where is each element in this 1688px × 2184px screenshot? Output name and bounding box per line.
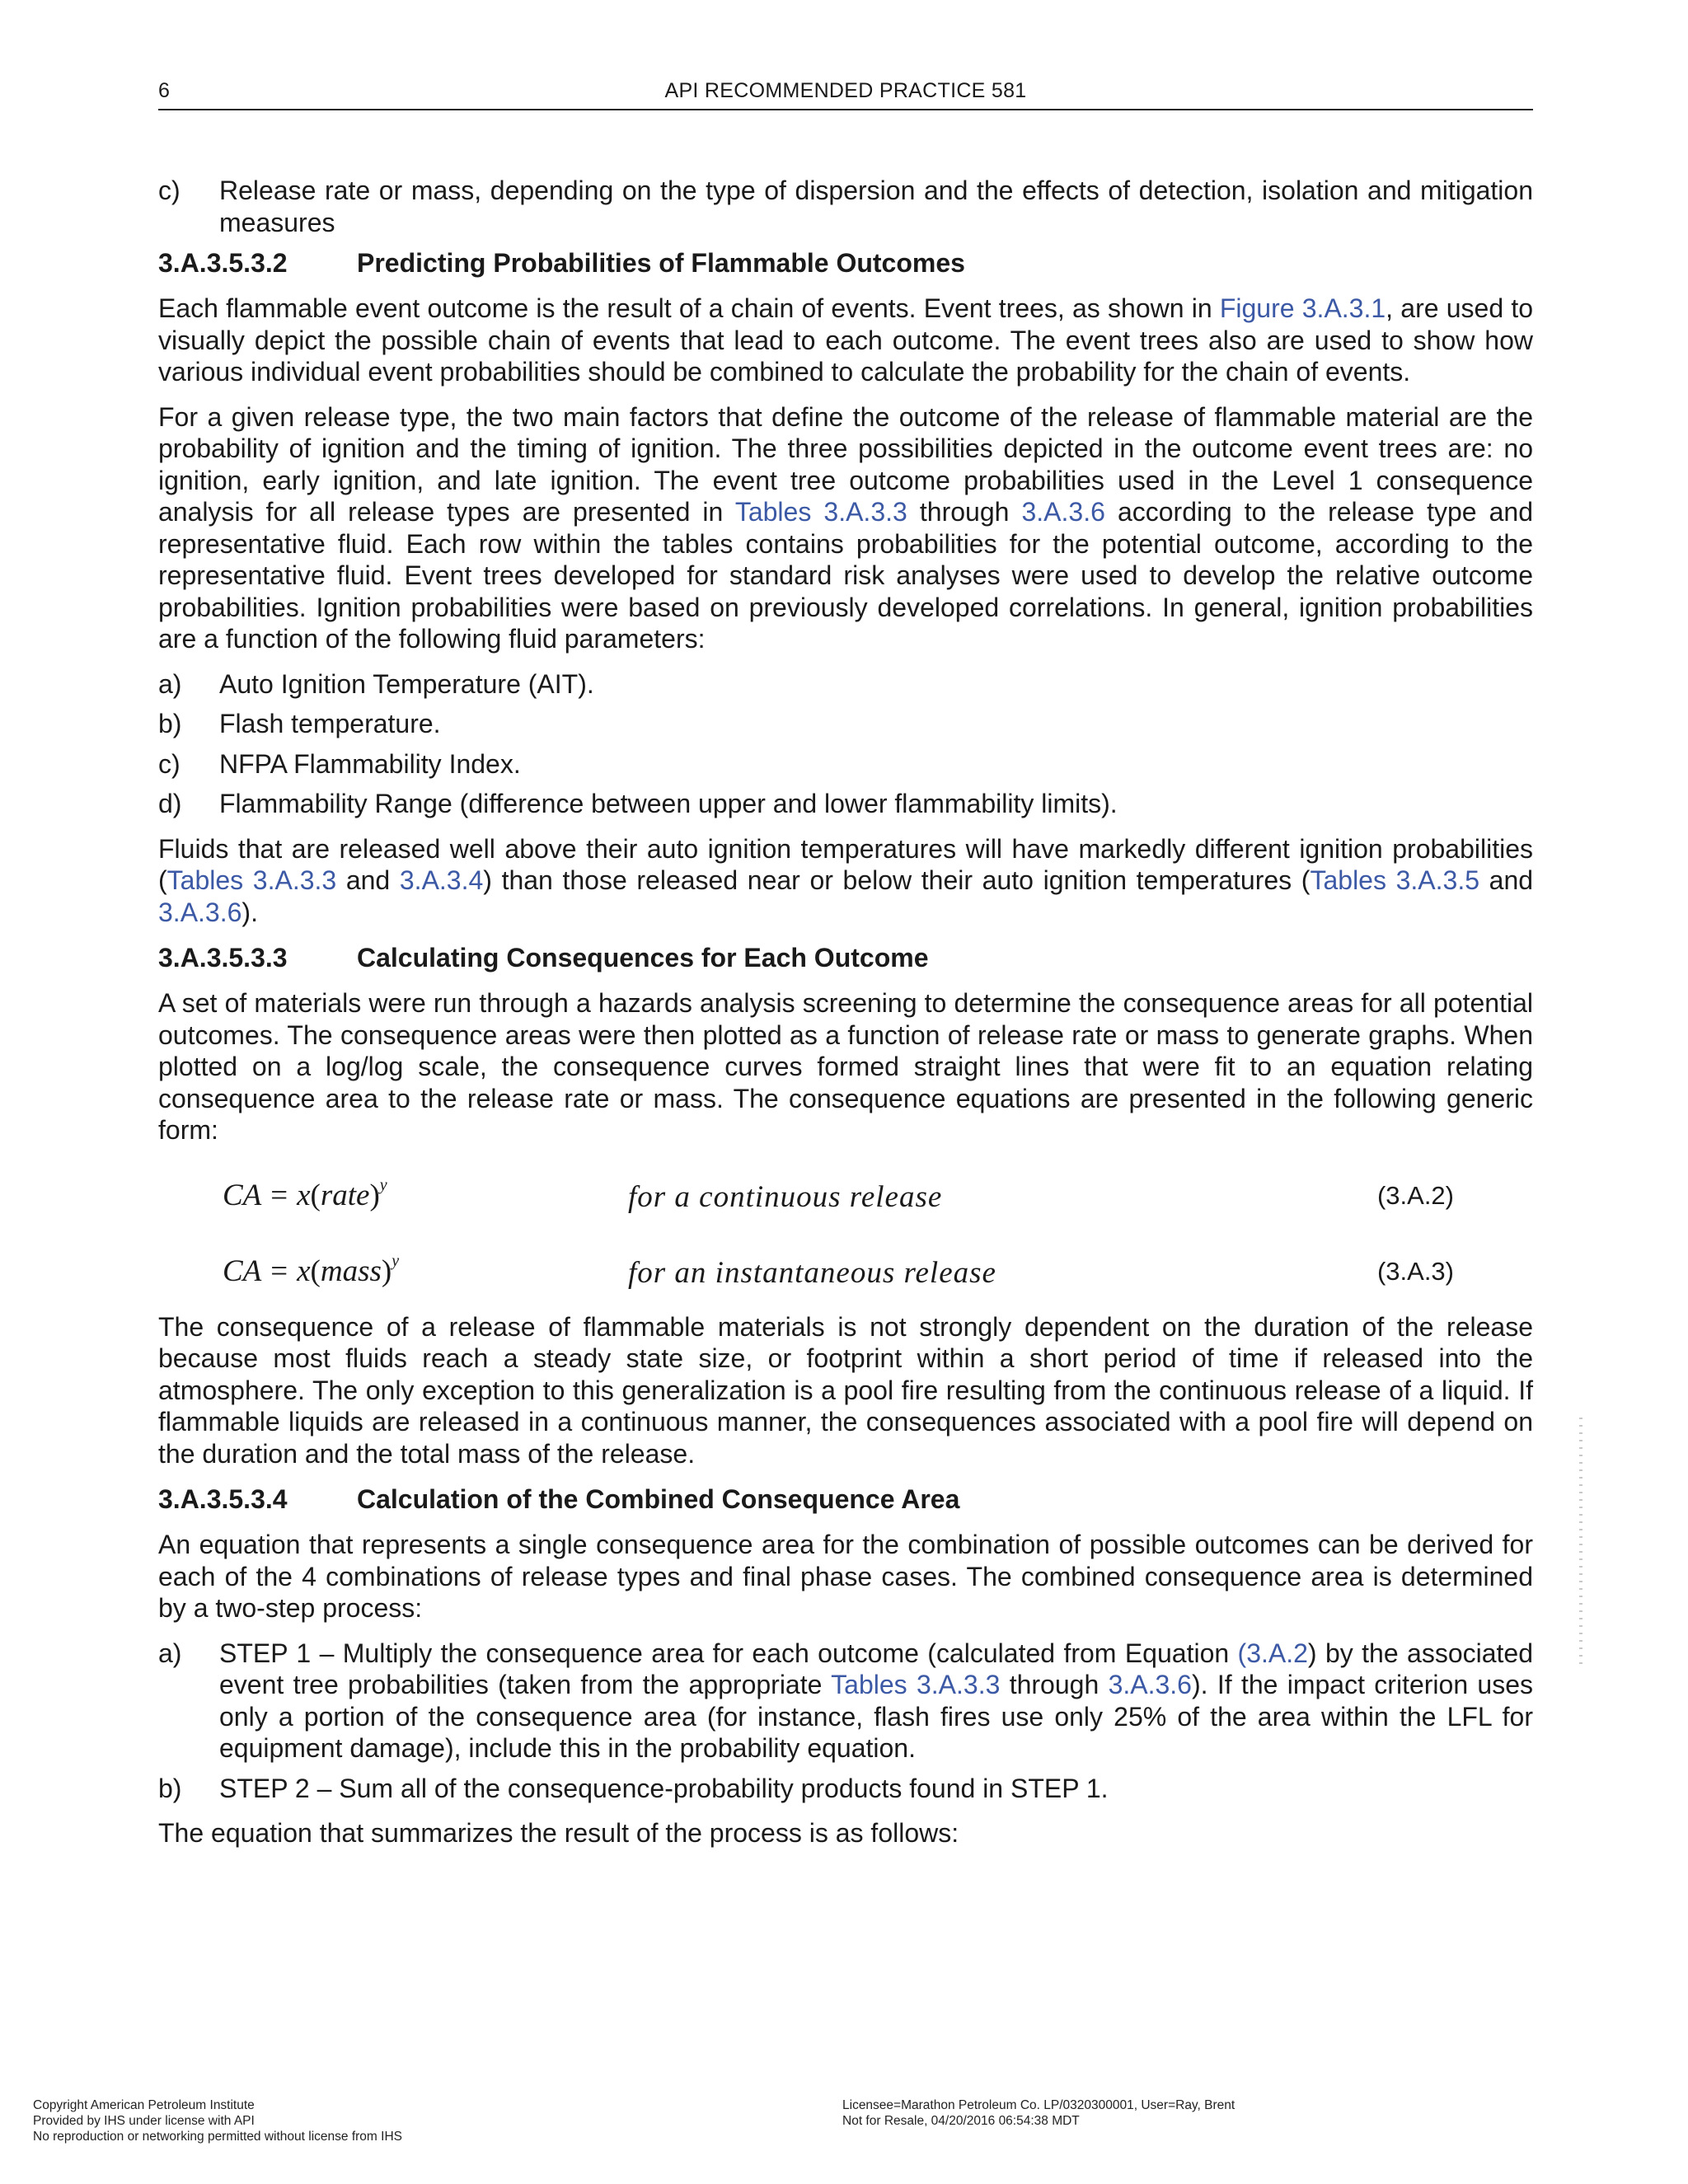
footer-line: No reproduction or networking permitted without license from IHS — [33, 2130, 402, 2144]
table-link[interactable]: 3.A.3.6 — [1108, 1670, 1192, 1699]
equation-3a2 — [158, 1160, 1533, 1235]
footer-line: Licensee=Marathon Petroleum Co. LP/0320300001, User=Ray, Brent — [842, 2098, 1236, 2112]
list-label: d) — [158, 789, 182, 818]
list-text: STEP 2 – Sum all of the consequence-probability products found in STEP 1. — [219, 1773, 1109, 1803]
table-link[interactable]: Tables 3.A.3.3 — [831, 1670, 1001, 1699]
step-item — [158, 1773, 1533, 1805]
equation-argument: rate — [320, 1178, 370, 1212]
list-label: c) — [158, 748, 181, 779]
equation-formula — [223, 1254, 399, 1289]
list-label: b) — [158, 709, 182, 738]
table-link[interactable]: Tables 3.A.3.3 — [734, 497, 907, 527]
equation-condition: for a continuous release — [628, 1179, 943, 1214]
list-item — [158, 668, 1533, 701]
text-run: through — [1000, 1670, 1109, 1699]
text-run: ). If the impact criterion uses only a portion of the consequence area (for instance, flash fires use only 25% of the area within the LFL for equipment damage), include this in the probability equation. — [219, 1670, 1534, 1763]
list-item — [158, 748, 1533, 780]
section-heading-3532 — [158, 246, 1533, 279]
page-body — [158, 175, 1533, 1863]
section-heading-3534 — [158, 1483, 1533, 1516]
step-item — [158, 1638, 1533, 1765]
table-link[interactable]: Tables 3.A.3.3 — [166, 865, 337, 895]
text-run: For a given release type, the two main factors that define the outcome of the release of flammable material are the probability of ignition and the timing of ignition. The three possibilities depicted in the outcome event trees are: no ignition, early ignition, and late ignition. The event tree outcome probabilities used in the Level 1 consequence analysis for all release types are presented in — [158, 401, 1533, 527]
equation-number: (3.A.2) — [1376, 1180, 1454, 1210]
section-title: Calculating Consequences for Each Outcome — [357, 943, 929, 972]
text-run: ). — [241, 897, 258, 927]
footer-line: Copyright American Petroleum Institute — [33, 2098, 255, 2112]
list-label: c) — [158, 176, 181, 205]
section-number: 3.A.3.5.3.4 — [158, 1484, 288, 1514]
section-number: 3.A.3.5.3.3 — [158, 943, 288, 972]
text-run: and — [1479, 865, 1534, 895]
table-link[interactable]: 3.A.3.6 — [1021, 497, 1105, 527]
text-run: Fluids that are released well above their auto ignition temperatures will have markedly different ignition probabilities ( — [158, 833, 1533, 895]
list-text: Flash temperature. — [219, 709, 441, 738]
text-run: Each flammable event outcome is the result of a chain of events. Event trees, as shown in — [158, 293, 1220, 323]
list-label: a) — [158, 1638, 182, 1668]
table-link[interactable]: 3.A.3.4 — [399, 865, 484, 895]
table-link[interactable]: Tables 3.A.3.5 — [1310, 865, 1480, 895]
equation-link[interactable]: (3.A.2 — [1237, 1638, 1308, 1668]
list-text — [219, 1638, 1533, 1765]
footer-license — [842, 2097, 1235, 2129]
equation-lhs: CA = x — [223, 1254, 311, 1288]
text-run: through — [907, 497, 1022, 527]
section-heading-3533 — [158, 941, 1533, 974]
text-run: according to the release type and representative fluid. Each row within the tables contains probabilities for the potential outcome, according to the representative fluid. Event trees developed for standard risk analyses were used to develop the relative outcome probabilities. Ignition probabilities were based on previously developed correlations. In general, ignition probabilities are a function of the following fluid parameters: — [158, 497, 1534, 654]
figure-link[interactable]: Figure 3.A.3.1 — [1219, 293, 1386, 323]
text-run: ) than those released near or below their auto ignition temperatures ( — [483, 865, 1311, 895]
text-run: STEP 1 – Multiply the consequence area for each outcome (calculated from Equation — [219, 1638, 1238, 1668]
equation-exponent: y — [392, 1252, 400, 1271]
running-title: API RECOMMENDED PRACTICE 581 — [664, 79, 1027, 102]
list-item — [158, 788, 1533, 820]
paragraph: An equation that represents a single consequence area for the combination of possible outcomes can be derived for each of the 4 combinations of release types and final phase cases. The combined consequence area is determined by a two-step process: — [158, 1530, 1533, 1623]
equation-condition: for an instantaneous release — [628, 1255, 996, 1290]
footer-line: Provided by IHS under license with API — [33, 2114, 255, 2128]
paren-close: ) — [381, 1254, 392, 1288]
list-text: Release rate or mass, depending on the type of dispersion and the effects of detection, isolation and mitigation measures — [219, 176, 1533, 237]
equation-exponent: y — [379, 1176, 387, 1195]
list-text: NFPA Flammability Index. — [219, 748, 521, 779]
paren-close: ) — [369, 1178, 380, 1212]
equation-3a3 — [158, 1235, 1533, 1311]
page-number: 6 — [158, 79, 170, 102]
table-link[interactable]: 3.A.3.6 — [158, 897, 242, 927]
section-title: Predicting Probabilities of Flammable Outcomes — [357, 248, 965, 278]
equation-number: (3.A.3) — [1376, 1256, 1454, 1286]
equation-formula — [223, 1178, 387, 1213]
paren-open: ( — [310, 1178, 321, 1212]
list-item — [158, 708, 1533, 740]
margin-watermark-dots — [1579, 1418, 1582, 1665]
list-label: a) — [158, 668, 182, 699]
footer-copyright — [33, 2097, 402, 2144]
paragraph: A set of materials were run through a hazards analysis screening to determine the consequence areas for all potential outcomes. The consequence areas were then plotted as a function of release rate or mass to generate graphs. When plotted on a log/log scale, the consequence curves formed straight lines that were fit to an equation relating consequence area to the release rate or mass. The consequence equations are presented in the following generic form: — [158, 988, 1533, 1145]
page-header — [158, 79, 1533, 110]
equation-lhs: CA = x — [223, 1178, 311, 1212]
list-text: Auto Ignition Temperature (AIT). — [219, 668, 594, 699]
list-text: Flammability Range (difference between upper and lower flammability limits). — [219, 789, 1118, 818]
paren-open: ( — [310, 1254, 321, 1288]
list-item — [158, 175, 1533, 238]
paragraph — [158, 401, 1533, 655]
text-run: , are used to visually depict the possible chain of events that lead to each outcome. The event trees also are used to show how various individual event probabilities should be combined to calculate the probability for the chain of events. — [158, 293, 1534, 387]
paragraph — [158, 293, 1533, 388]
footer-line: Not for Resale, 04/20/2016 06:54:38 MDT — [842, 2114, 1080, 2128]
paragraph — [158, 833, 1533, 929]
paragraph: The consequence of a release of flammable materials is not strongly dependent on the duration of the release because most fluids reach a steady state size, or footprint within a short period of time if released into the atmosphere. The only exception to this generalization is a pool fire resulting from the continuous release of a liquid. If flammable liquids are released in a continuous manner, the consequences associated with a pool fire will depend on the duration and the total mass of the release. — [158, 1311, 1533, 1469]
section-title: Calculation of the Combined Consequence Area — [357, 1484, 960, 1514]
text-run: and — [336, 865, 400, 895]
equation-argument: mass — [320, 1254, 382, 1288]
text-run: ) by the associated event tree probabilities (taken from the appropriate — [219, 1638, 1534, 1699]
section-number: 3.A.3.5.3.2 — [158, 248, 288, 278]
list-label: b) — [158, 1773, 182, 1803]
paragraph: The equation that summarizes the result of the process is as follows: — [158, 1818, 959, 1848]
